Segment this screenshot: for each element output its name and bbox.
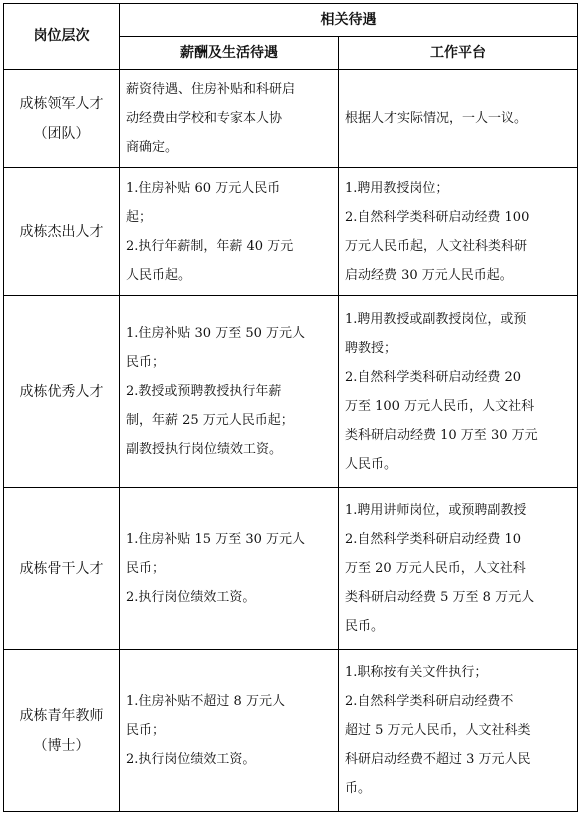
salary-cell [120, 650, 339, 812]
cell-line: 2.自然科学类科研启动经费不 [345, 694, 514, 709]
cell-line: 万至 20 万元人民币，人文社科 [345, 561, 526, 576]
cell-line: 2.自然科学类科研启动经费 10 [345, 532, 522, 547]
cell-line: 商确定。 [126, 140, 179, 155]
cell-line: 类科研启动经费 10 万至 30 万元 [345, 427, 538, 443]
platform-cell [339, 650, 578, 812]
cell-line: 人民币。 [345, 456, 398, 472]
cell-line: 超过 5 万元人民币，人文社科类 [345, 723, 531, 738]
cell-line: 副教授执行岗位绩效工资。 [126, 442, 283, 457]
cell-line: 民币； [126, 723, 166, 738]
cell-line: 万至 100 万元人民币，人文社科 [345, 398, 535, 414]
cell-line: 民币。 [345, 619, 385, 634]
salary-cell [120, 296, 339, 488]
cell-line: 聘教授； [345, 340, 398, 356]
table-row [4, 296, 578, 488]
cell-line: 科研启动经费不超过 3 万元人民 [345, 752, 531, 767]
cell-line: 成栋青年教师 [19, 707, 104, 724]
cell-line: 薪资待遇、住房补贴和科研启 [126, 82, 296, 97]
cell-line: 根据人才实际情况，一人一议。 [345, 111, 528, 126]
cell-line: 类科研启动经费 5 万至 8 万元人 [345, 590, 535, 605]
table-row [4, 70, 578, 168]
platform-cell [339, 70, 578, 168]
cell-line: 民币； [126, 561, 166, 576]
cell-line: 启动经费 30 万元人民币起。 [345, 267, 513, 283]
cell-line: 1.聘用教授或副教授岗位，或预 [345, 311, 527, 327]
header-salary: 薪酬及生活待遇 [120, 37, 339, 70]
cell-line: 万元人民币起，人文社科类科研 [345, 238, 528, 254]
cell-line: 成栋杰出人才 [19, 223, 104, 240]
talent-benefits-table [3, 3, 578, 812]
salary-cell [120, 488, 339, 650]
table-row [4, 168, 578, 296]
table-row [4, 650, 578, 812]
header-benefits: 相关待遇 [120, 4, 578, 37]
cell-line: 2.自然科学类科研启动经费 20 [345, 369, 522, 385]
cell-line: 2.执行年薪制，年薪 40 万元 [126, 238, 294, 254]
cell-line: 成栋骨干人才 [19, 560, 104, 577]
cell-line: 1.聘用讲师岗位，或预聘副教授 [345, 503, 527, 518]
level-cell [4, 70, 120, 168]
cell-line: 成栋领军人才 [19, 95, 104, 112]
cell-line: 币。 [345, 781, 372, 796]
cell-line: 人民币起。 [126, 267, 192, 283]
level-cell [4, 168, 120, 296]
cell-line: 制，年薪 25 万元人民币起； [126, 413, 294, 428]
header-platform: 工作平台 [339, 37, 578, 70]
platform-cell [339, 296, 578, 488]
level-cell [4, 650, 120, 812]
table-body [4, 70, 578, 812]
header-level: 岗位层次 [4, 4, 120, 70]
cell-line: 1.住房补贴不超过 8 万元人 [126, 694, 285, 709]
platform-cell [339, 488, 578, 650]
cell-line: 1.住房补贴 15 万至 30 万元人 [126, 532, 306, 547]
cell-line: 2.执行岗位绩效工资。 [126, 752, 256, 767]
cell-line: （团队） [33, 125, 90, 142]
cell-line: （博士） [33, 737, 90, 754]
salary-cell [120, 168, 339, 296]
cell-line: 动经费由学校和专家本人协 [126, 111, 283, 126]
cell-line: 2.自然科学类科研启动经费 100 [345, 209, 530, 225]
cell-line: 1.聘用教授岗位； [345, 180, 449, 196]
table-row [4, 488, 578, 650]
cell-line: 1.住房补贴 30 万至 50 万元人 [126, 326, 306, 341]
level-cell [4, 488, 120, 650]
level-cell [4, 296, 120, 488]
cell-line: 1.职称按有关文件执行； [345, 665, 488, 680]
salary-cell [120, 70, 339, 168]
cell-line: 2.执行岗位绩效工资。 [126, 590, 256, 605]
cell-line: 2.教授或预聘教授执行年薪 [126, 384, 282, 399]
platform-cell [339, 168, 578, 296]
cell-line: 成栋优秀人才 [19, 383, 104, 400]
cell-line: 1.住房补贴 60 万元人民币 [126, 180, 281, 196]
cell-line: 起； [126, 209, 153, 225]
cell-line: 民币； [126, 355, 166, 370]
